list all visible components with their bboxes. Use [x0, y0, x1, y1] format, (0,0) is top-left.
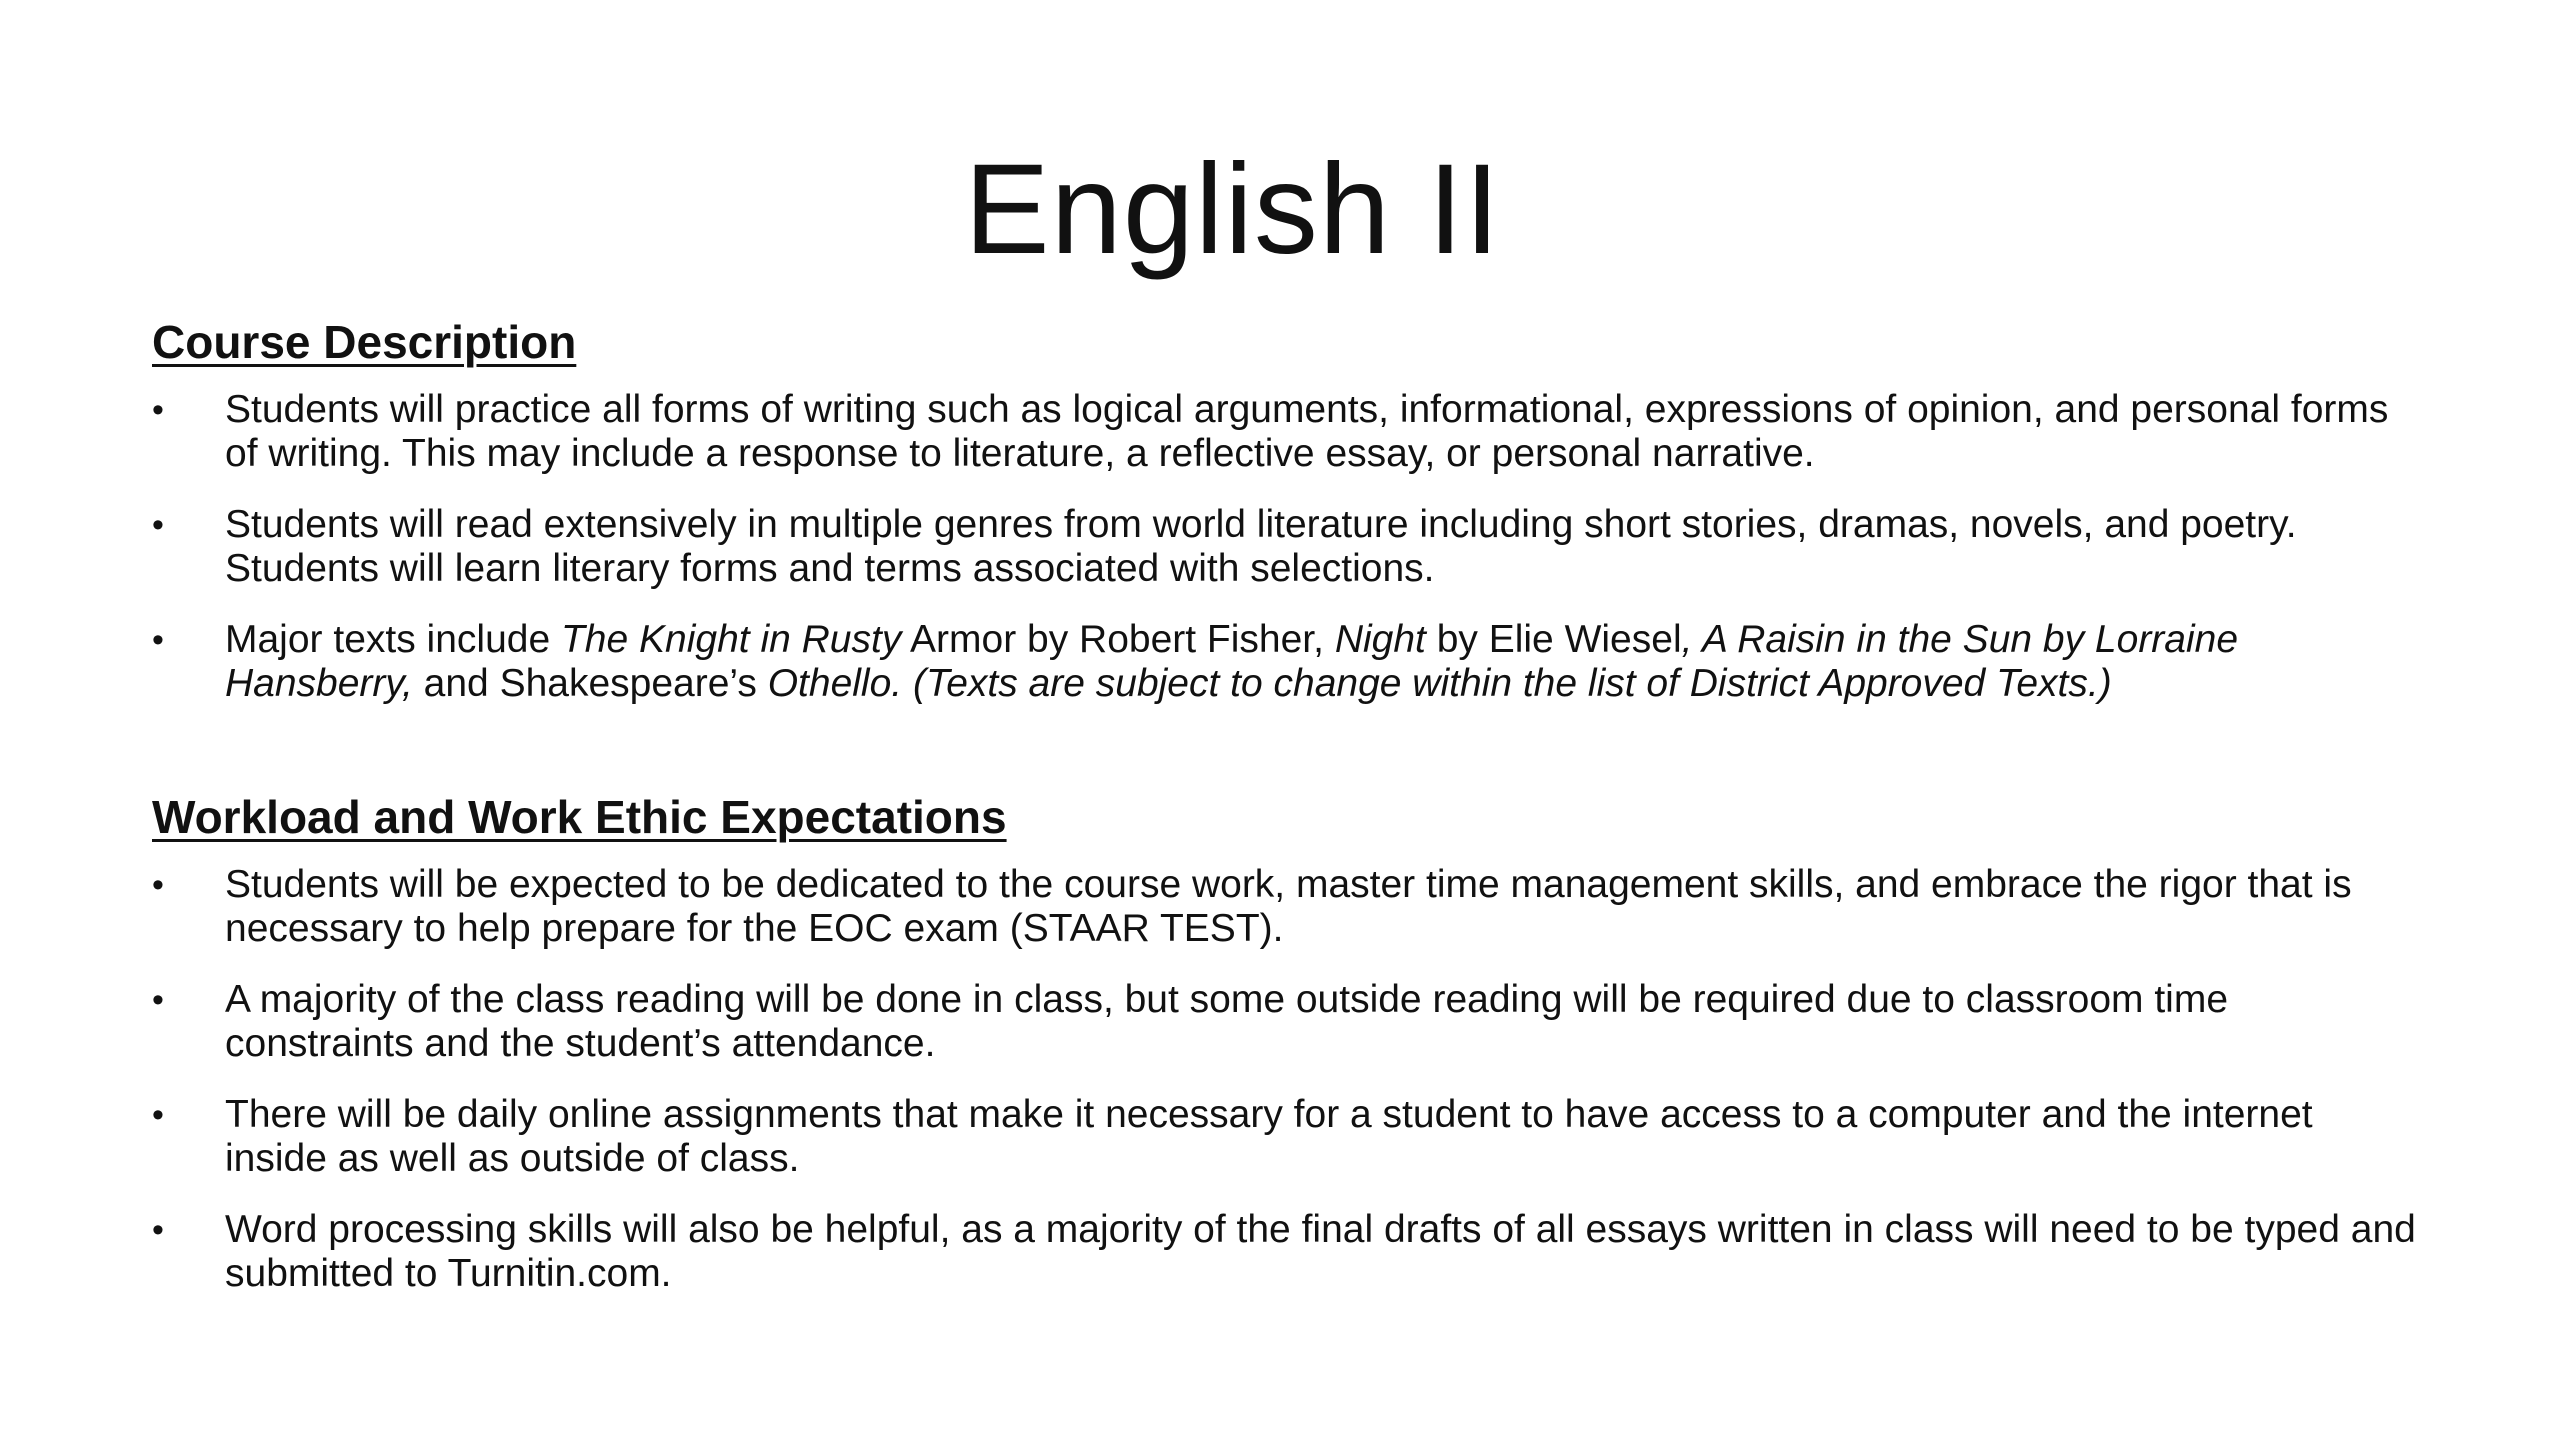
book-title-text: Night [1334, 618, 1426, 662]
book-title-text: The Knight in Rusty [560, 618, 902, 662]
list-item-text: Students will practice all forms of writing such as logical arguments, informational, expressions of opinion, and personal forms of writing. This may include a response to literature, a reflective essay, or personal narrative. [225, 388, 2389, 476]
list-item [152, 618, 2422, 706]
list-item-text: A majority of the class reading will be done in class, but some outside reading will be required due to classroom time constraints and the student’s attendance. [225, 978, 2229, 1066]
list-item [152, 1093, 2422, 1181]
book-title-text: , A Raisin in the Sun by Lorraine Hansberry, [225, 618, 2239, 706]
list-item-text: Word processing skills will also be helpful, as a majority of the final drafts of all essays written in class will need to be typed and submitted to Turnitin.com. [225, 1208, 2416, 1296]
course-description-list [152, 388, 2422, 706]
list-item [152, 1208, 2422, 1296]
list-item-text [225, 618, 2238, 705]
bullet-icon: • [152, 981, 164, 1020]
text-run: Armor by Robert Fisher, [901, 618, 1335, 662]
bullet-icon: • [152, 506, 164, 545]
list-item-text: Students will be expected to be dedicated to the course work, master time management skills, and embrace the rigor that is necessary to help prepare for the EOC exam (STAAR TEST). [225, 863, 2352, 951]
list-item-text: There will be daily online assignments that make it necessary for a student to have access to a computer and the internet inside as well as outside of class. [225, 1093, 2313, 1181]
list-item [152, 388, 2422, 476]
page-title: English II [964, 138, 1501, 281]
text-run: and Shakespeare’s [412, 662, 768, 706]
book-title-text: Othello. (Texts are subject to change within the list of District Approved Texts.) [767, 662, 2112, 706]
list-item [152, 978, 2422, 1066]
workload-section [152, 790, 2422, 1323]
list-item-text: Students will read extensively in multiple genres from world literature including short stories, dramas, novels, and poetry. Students will learn literary forms and terms associated with selections. [225, 503, 2297, 591]
course-description-section [152, 315, 2422, 733]
bullet-icon: • [152, 1096, 164, 1135]
workload-list [152, 863, 2422, 1296]
list-item [152, 863, 2422, 951]
list-item [152, 503, 2422, 591]
text-run: Major texts include [225, 618, 561, 662]
course-description-heading: Course Description [152, 316, 577, 368]
bullet-icon: • [152, 621, 164, 660]
text-run: by Elie Wiesel [1425, 618, 1682, 662]
workload-heading: Workload and Work Ethic Expectations [152, 791, 1007, 843]
bullet-icon: • [152, 1211, 164, 1250]
bullet-icon: • [152, 866, 164, 905]
bullet-icon: • [152, 391, 164, 430]
